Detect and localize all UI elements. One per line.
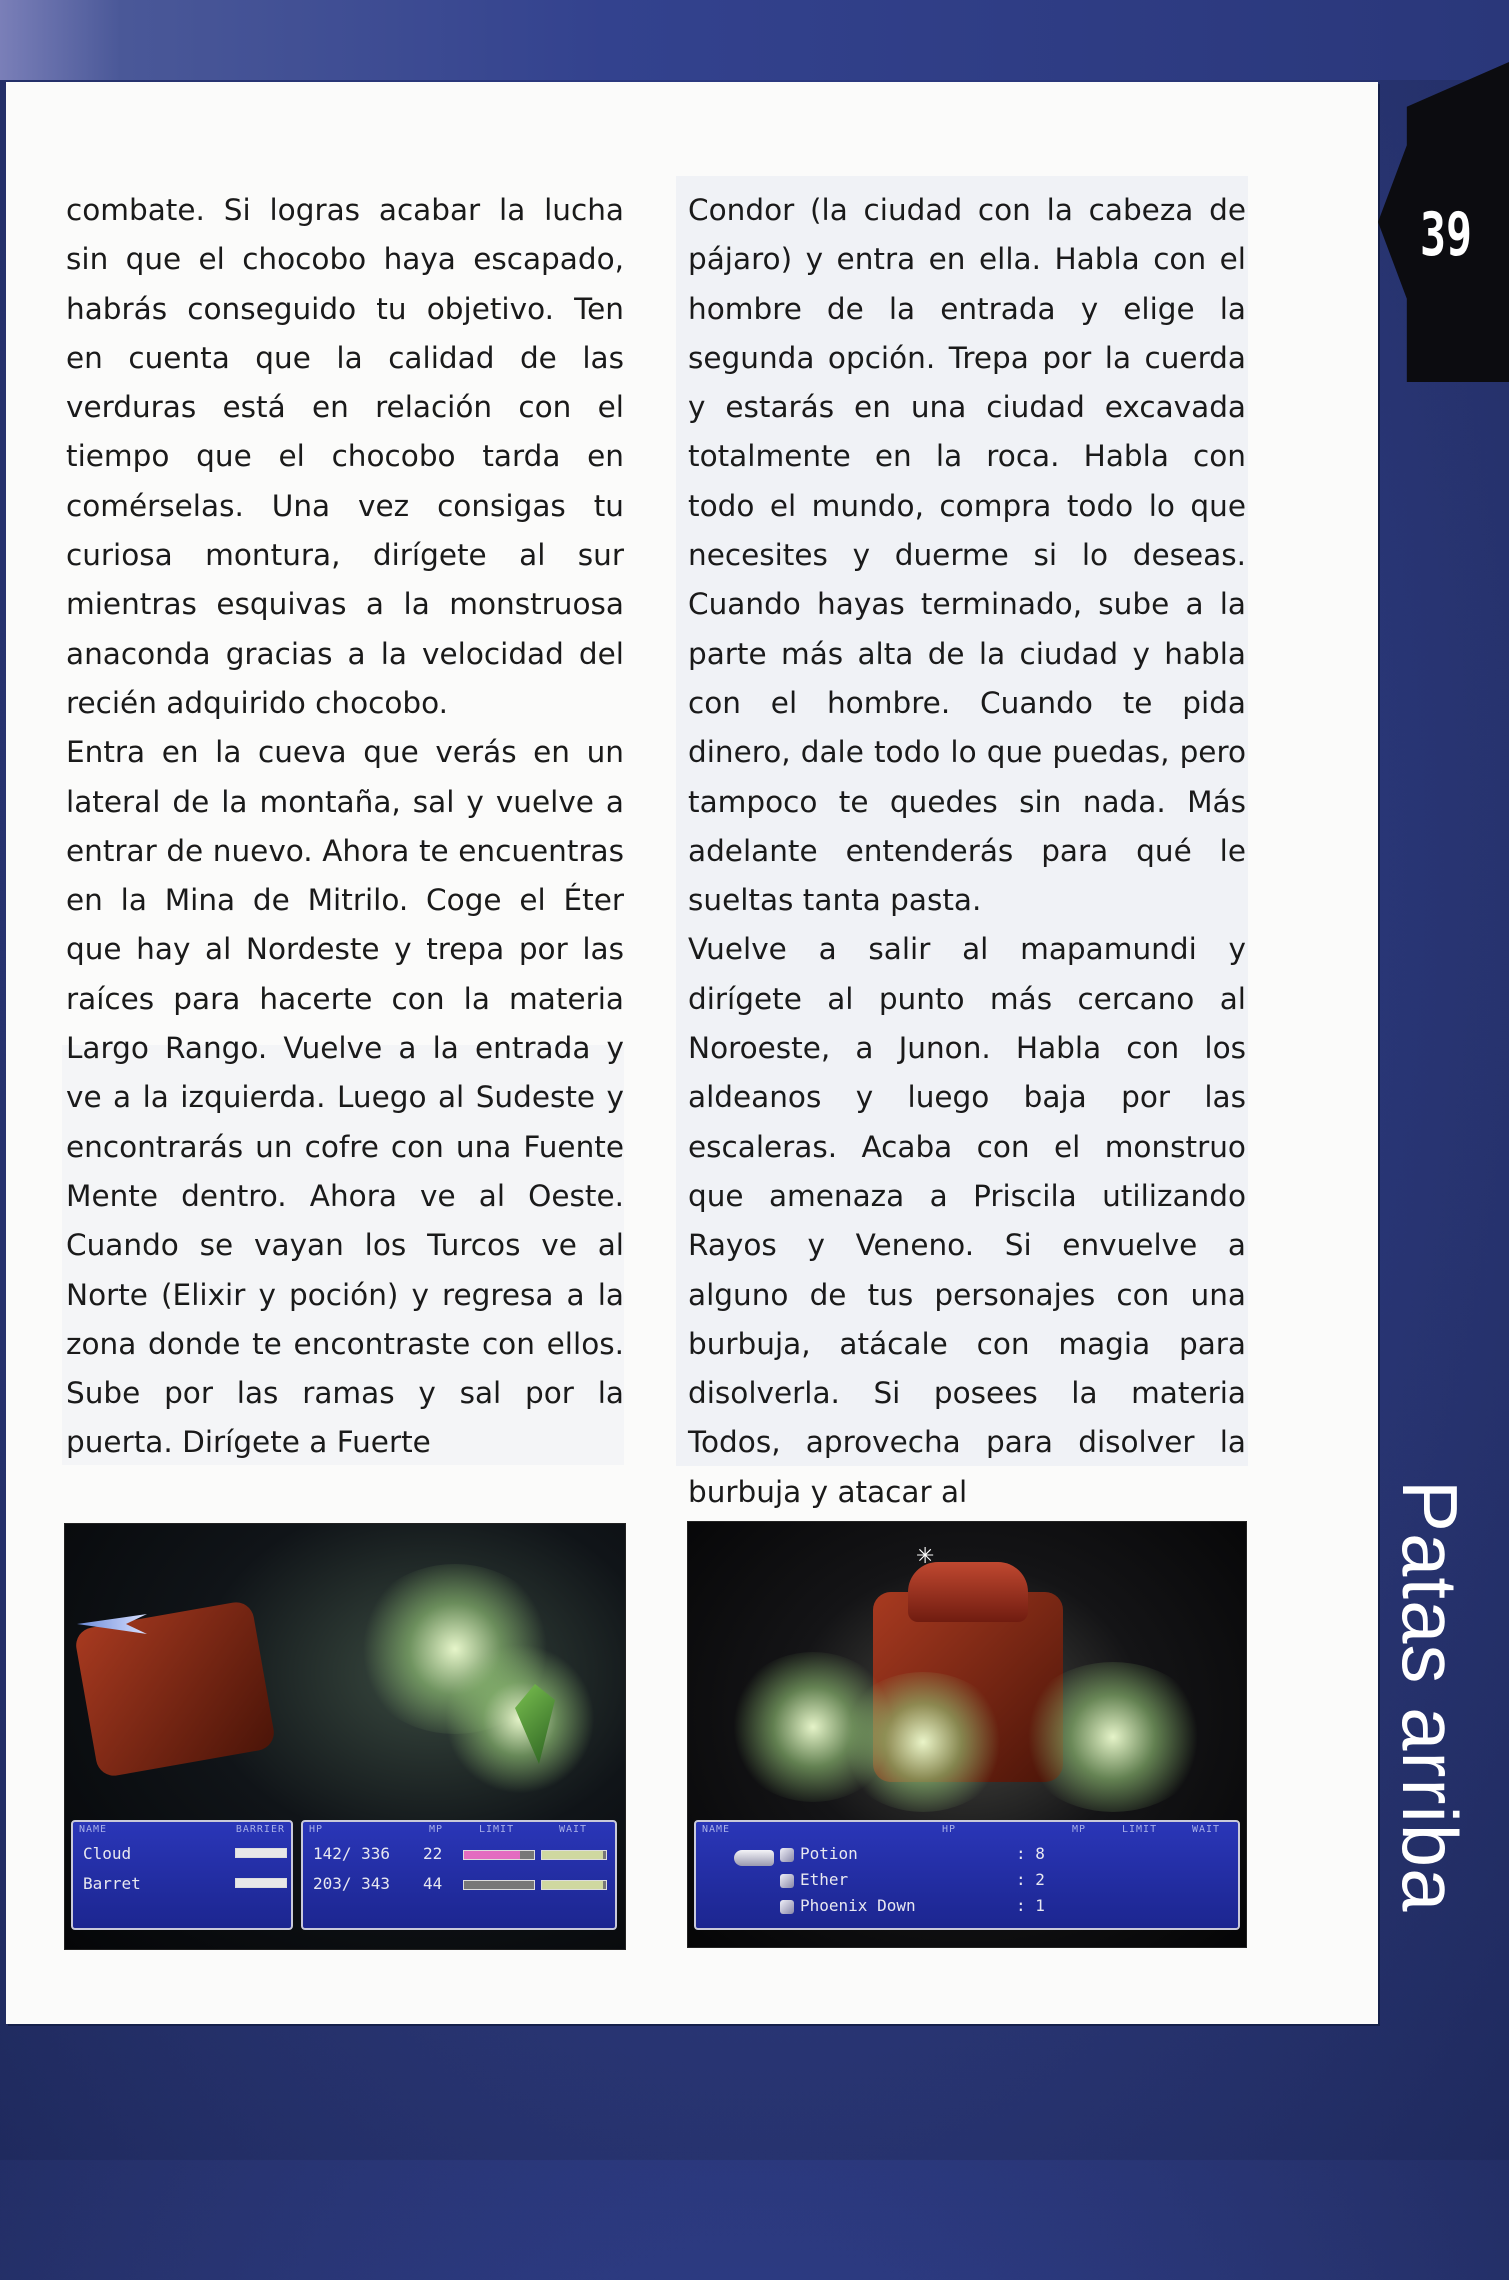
right-text-column (688, 186, 1246, 1517)
column-header: WAIT (559, 1824, 588, 1835)
item-quantity: : 1 (1016, 1896, 1045, 1915)
wait-gauge (541, 1850, 607, 1860)
limit-gauge (463, 1850, 535, 1860)
column-header: HP (309, 1824, 324, 1835)
limit-gauge (463, 1880, 535, 1890)
ether-icon (780, 1874, 794, 1888)
party-member-name: Cloud (83, 1844, 132, 1863)
column-header: NAME (702, 1824, 731, 1835)
section-title: Patas arriba (1386, 1480, 1474, 1913)
left-text-column (66, 186, 624, 1468)
column-header: HP (942, 1824, 957, 1835)
column-header: MP (1072, 1824, 1087, 1835)
party-member-name: Barret (83, 1874, 141, 1893)
column-header: WAIT (1192, 1824, 1221, 1835)
item-quantity: : 2 (1016, 1870, 1045, 1889)
game-screenshot-item-menu (687, 1521, 1247, 1948)
barrier-gauge (235, 1878, 287, 1888)
phoenix-down-icon (780, 1900, 794, 1914)
hand-pointer-icon (734, 1850, 774, 1866)
item-menu-panel (694, 1820, 1240, 1930)
paragraph: Entra en la cueva que verás en un lateral de la montaña, sal y vuelve a entrar de nuevo. Ahora te encuentras en la Mina de Mitrilo. Coge el Éter que hay al Nordeste y trepa por las raíces para hacerte con la materia Largo Rango. Vuelve a la entrada y ve a la izquierda. Luego al Sudeste y encontrarás un cofre con una Fuente Mente dentro. Ahora ve al Oeste. Cuando se vayan los Turcos ve al Norte (Elixir y poción) y regresa a la zona donde te encontraste con ellos. Sube por las ramas y sal por la puerta. Dirígete a Fuerte (66, 735, 624, 1460)
hp-value: 203/ 343 (313, 1874, 391, 1893)
wait-gauge (541, 1880, 607, 1890)
robot-head-image (908, 1562, 1028, 1622)
top-cover-band (0, 0, 1509, 80)
mp-value: 22 (423, 1844, 443, 1863)
paragraph: combate. Si logras acabar la lucha sin que el chocobo haya escapado, habrás conseguido tu objetivo. Ten en cuenta que la calidad de las verduras está en relación con el tiempo que el chocobo tarda en comérselas. Una vez consigas tu curiosa montura, dirígete al sur mientras esquivas a la monstruosa anaconda gracias a la velocidad del recién adquirido chocobo. (66, 193, 624, 720)
party-stats-panel (301, 1820, 617, 1930)
target-cursor-icon: ✳ (916, 1544, 935, 1569)
party-names-panel (71, 1820, 293, 1930)
item-name[interactable]: Ether (800, 1870, 849, 1889)
spell-effect (1018, 1662, 1208, 1812)
column-header: MP (429, 1824, 444, 1835)
page-number: 39 (1419, 200, 1473, 270)
potion-icon (780, 1848, 794, 1862)
hp-value: 142/ 336 (313, 1844, 391, 1863)
column-header: LIMIT (1122, 1824, 1158, 1835)
item-name[interactable]: Potion (800, 1844, 858, 1863)
item-name[interactable]: Phoenix Down (800, 1896, 916, 1915)
column-header: LIMIT (479, 1824, 515, 1835)
paragraph: Vuelve a salir al mapamundi y dirígete al punto más cercano al Noroeste, a Junon. Habla con los aldeanos y luego baja por las escaleras. Acaba con el monstruo que amenaza a Priscila utilizando Rayos y Veneno. Si envuelve a alguno de tus personajes con una burbuja, atácale con magia para disolverla. Si posees la materia Todos, aprovecha para disolver la burbuja y atacar al (688, 932, 1246, 1509)
column-header: NAME (79, 1824, 108, 1835)
item-quantity: : 8 (1016, 1844, 1045, 1863)
mp-value: 44 (423, 1874, 443, 1893)
barrier-gauge (235, 1848, 287, 1858)
paragraph: Condor (la ciudad con la cabeza de pájaro) y entra en ella. Habla con el hombre de la entrada y elige la segunda opción. Trepa por la cuerda y estarás en una ciudad excavada totalmente en la roca. Habla con todo el mundo, compra todo lo que necesites y duerme si lo deseas. Cuando hayas terminado, sube a la parte más alta de la ciudad y habla con el hombre. Cuando te pida dinero, dale todo lo que puedas, pero tampoco te quedes sin nada. Más adelante entenderás para qué le sueltas tanta pasta. (688, 193, 1246, 918)
column-header: BARRIER (235, 1824, 285, 1835)
game-screenshot-battle (64, 1523, 626, 1950)
spell-effect (838, 1672, 1008, 1812)
